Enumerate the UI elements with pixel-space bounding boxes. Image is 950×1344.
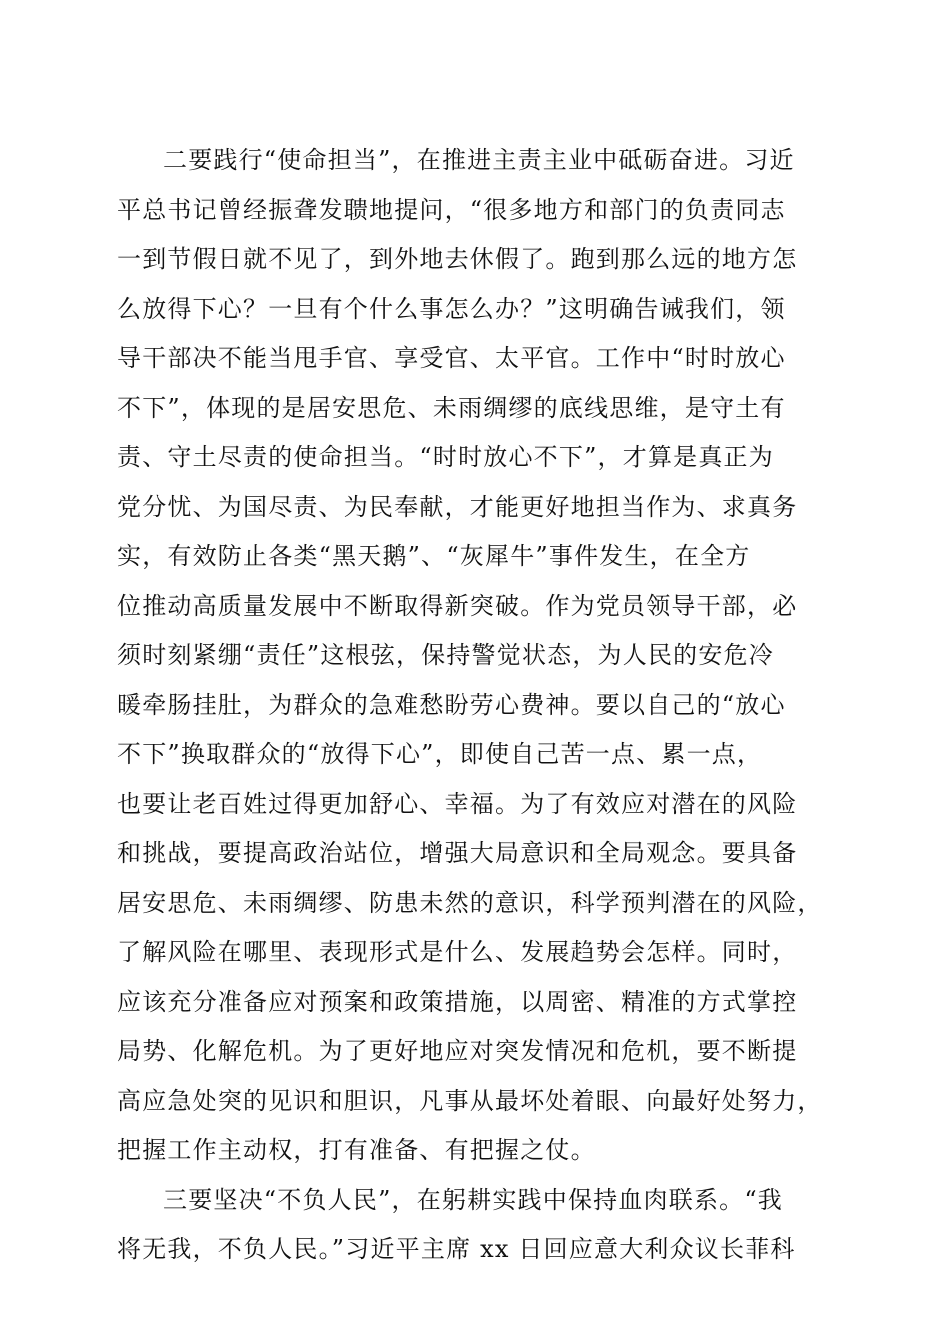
document-body [117,136,837,1275]
paragraph-line: 和挑战，要提高政治站位，增强大局意识和全局观念。要具备 [117,839,798,867]
paragraph-line: 责、守土尽责的使命担当。“时时放心不下”，才算是真正为 [117,443,774,471]
paragraph-line: 高应急处突的见识和胆识，凡事从最坏处着眼、向最好处努力， [117,1086,823,1115]
paragraph-line: 党分忧、为国尽责、为民奉献，才能更好地担当作为、求真务 [117,492,798,521]
paragraph-line: 局势、化解危机。为了更好地应对突发情况和危机，要不断提 [117,1037,798,1065]
paragraph-line: 三要坚决“不负人民”，在躬耕实践中保持血肉联系。“我 [163,1185,784,1214]
paragraph-3 [117,1176,837,1275]
paragraph-line: 也要让老百姓过得更加舒心、幸福。为了有效应对潜在的风险 [117,789,798,818]
paragraph-line: 了解风险在哪里、表现形式是什么、发展趋势会怎样。同时， [117,938,798,966]
paragraph-line: 导干部决不能当甩手官、享受官、太平官。工作中“时时放心 [117,344,786,372]
paragraph-line: 二要践行“使命担当”，在推进主责主业中砥砺奋进。习近 [163,146,795,174]
paragraph-line: 暖牵肠挂肚，为群众的急难愁盼劳心费神。要以自己的“放心 [117,690,786,719]
paragraph-line: 么放得下心？一旦有个什么事怎么办？”这明确告诫我们，领 [117,294,786,323]
paragraph-line: 一到节假日就不见了，到外地去休假了。跑到那么远的地方怎 [117,245,798,273]
paragraph-2 [117,136,837,1176]
paragraph-line: 居安思危、未雨绸缪、防患未然的意识，科学预判潜在的风险， [117,888,823,917]
paragraph-line: 把握工作主动权，打有准备、有把握之仗。 [117,1136,596,1164]
paragraph-line: 不下”换取群众的“放得下心”，即使自己苦一点、累一点， [117,740,763,768]
paragraph-line: 平总书记曾经振聋发聩地提问，“很多地方和部门的负责同志 [117,195,786,224]
paragraph-line: 须时刻紧绷“责任”这根弦，保持警觉状态，为人民的安危冷 [117,641,774,669]
paragraph-line: 将无我，不负人民。”习近平主席 xx 日回应意大利众议长菲科 [117,1235,796,1263]
paragraph-line: 实，有效防止各类“黑天鹅”、“灰犀牛”事件发生，在全方 [117,542,751,570]
paragraph-line: 应该充分准备应对预案和政策措施，以周密、精准的方式掌控 [117,987,798,1016]
paragraph-line: 不下”，体现的是居安思危、未雨绸缪的底线思维，是守土有 [117,393,786,422]
paragraph-line: 位推动高质量发展中不断取得新突破。作为党员领导干部，必 [117,591,798,620]
